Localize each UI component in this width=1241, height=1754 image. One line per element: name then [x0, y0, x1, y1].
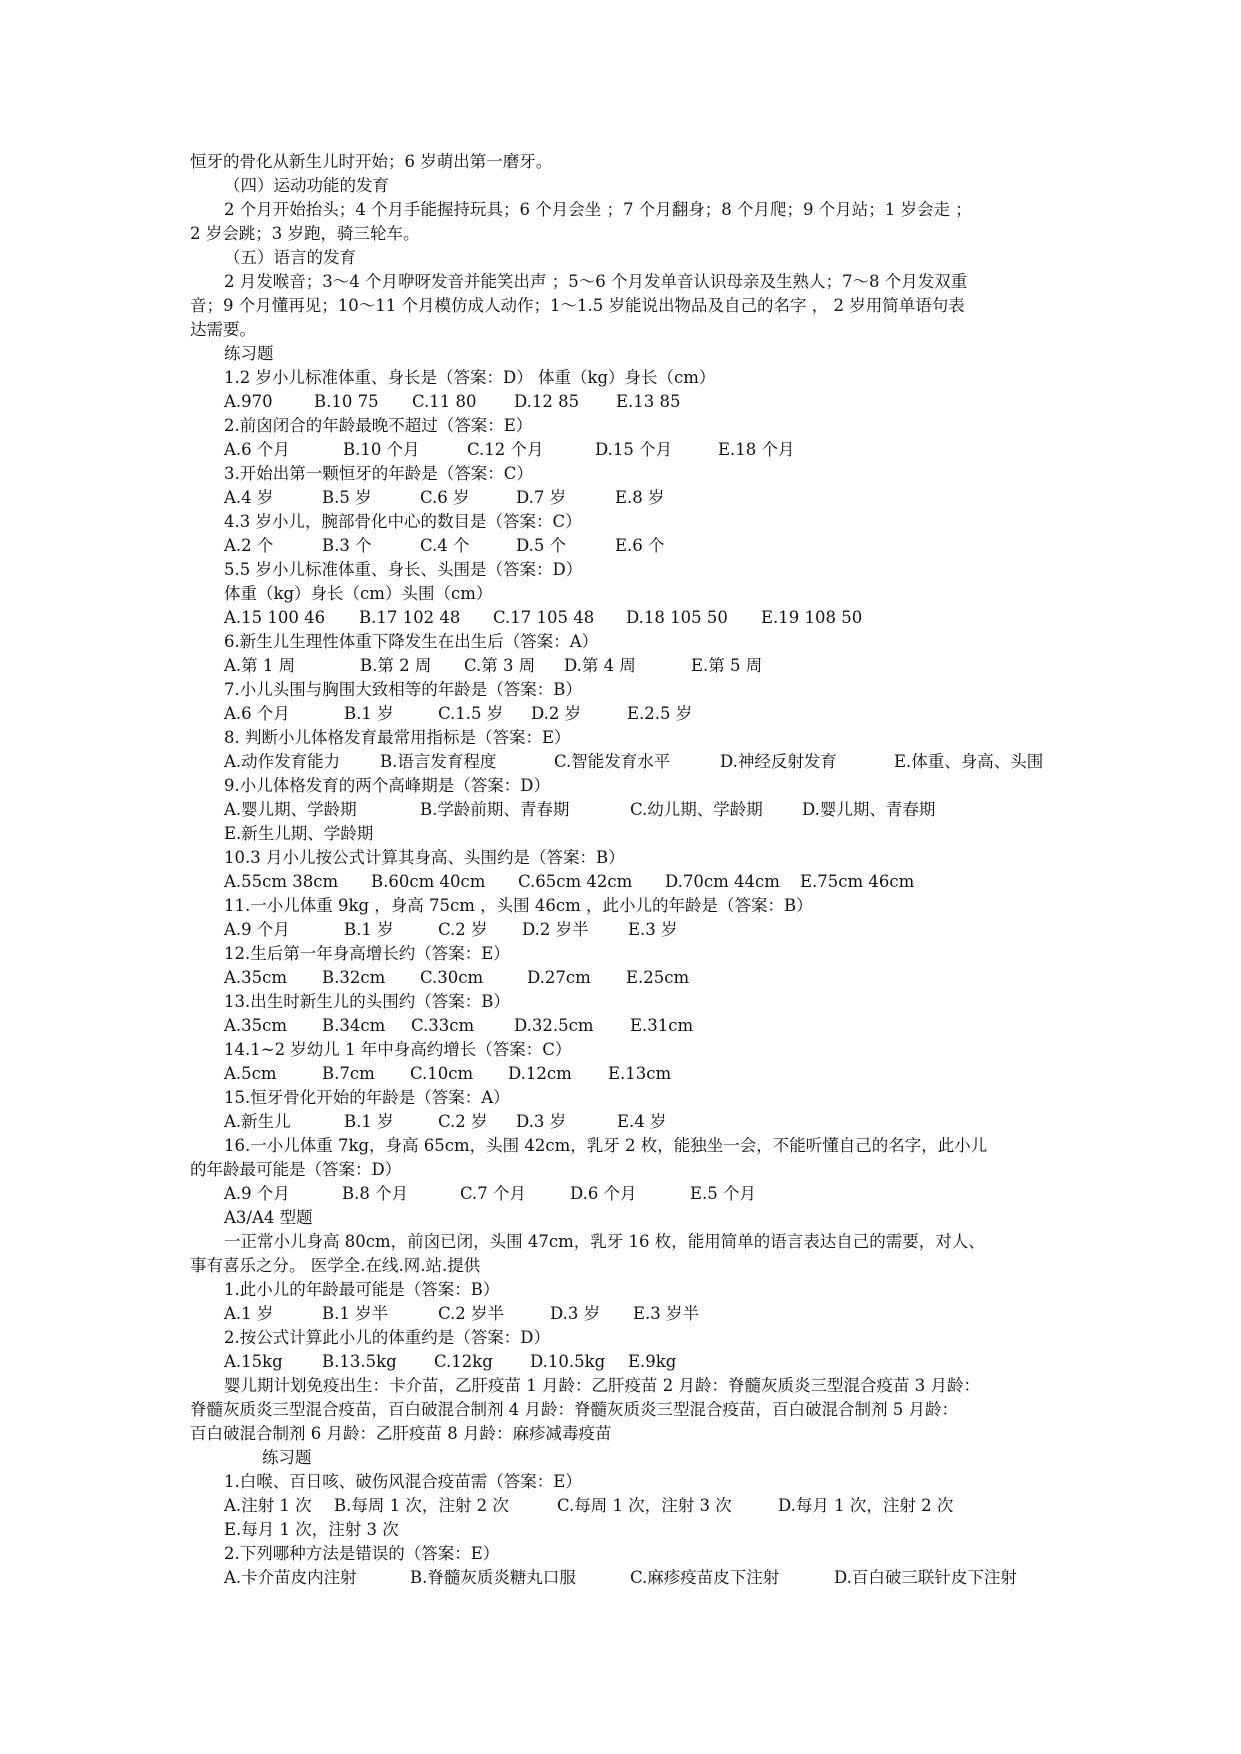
option: D.18 105 50 [626, 608, 728, 627]
immunization-text: 婴儿期计划免疫出生：卡介苗，乙肝疫苗 1 月龄：乙肝疫苗 2 月龄：脊髓灰质炎三型混合疫苗 3 月龄： [224, 1376, 980, 1395]
option: E.8 岁 [615, 488, 665, 507]
option: D.15 个月 [595, 440, 673, 459]
section-heading: A3/A4 型题 [224, 1208, 313, 1227]
question-5: 5.5 岁小儿标准体重、身长、头围是（答案：D） [224, 560, 583, 579]
option: D.3 岁 [550, 1304, 601, 1323]
question-13: 13.出生时新生儿的头围约（答案：B） [224, 992, 510, 1011]
option: A.注射 1 次 [224, 1496, 312, 1515]
option: A.4 岁 [224, 488, 274, 507]
option: A.第 1 周 [224, 656, 296, 675]
option: D.百白破三联针皮下注射 [834, 1568, 1017, 1587]
option: B.1 岁半 [322, 1304, 389, 1323]
option: E.2.5 岁 [627, 704, 693, 723]
question-4: 4.3 岁小儿，腕部骨化中心的数目是（答案：C） [224, 512, 582, 531]
text-line: 2 个月开始抬头；4 个月手能握持玩具；6 个月会坐 ；7 个月翻身；8 个月爬；9 个月站；1 岁会走 ； [224, 200, 972, 219]
section-heading: （五）语言的发育 [224, 248, 356, 267]
option: E.6 个 [615, 536, 665, 555]
question-9: 9.小儿体格发育的两个高峰期是（答案：D） [224, 776, 550, 795]
question-2: 2.前囟闭合的年龄最晚不超过（答案：E） [224, 416, 533, 435]
option: E.9kg [628, 1352, 677, 1371]
vaccine-question-2: 2.下列哪种方法是错误的（答案：E） [224, 1544, 500, 1563]
option: A.9 个月 [224, 1184, 290, 1203]
option: A.婴儿期、学龄期 [224, 800, 357, 819]
option: A.970 [224, 392, 273, 411]
question-6: 6.新生儿生理性体重下降发生在出生后（答案：A） [224, 632, 599, 651]
case-text: 事有喜乐之分。 医学全.在线.网.站.提供 [190, 1256, 481, 1275]
text-line: 音；9 个月懂再见；10～11 个月模仿成人动作；1～1.5 岁能说出物品及自己的名字 ， 2 岁用简单语句表 [190, 296, 965, 315]
text-line: 达需要。 [190, 320, 256, 339]
option: C.6 岁 [420, 488, 470, 507]
option: D.27cm [527, 968, 591, 987]
option: C.第 3 周 [464, 656, 536, 675]
option: A.55cm 38cm [224, 872, 339, 891]
option: E.19 108 50 [761, 608, 863, 627]
option: C.4 个 [420, 536, 470, 555]
option: A.1 岁 [224, 1304, 274, 1323]
text-line: 2 岁会跳；3 岁跑，骑三轮车。 [190, 224, 420, 243]
option: D.70cm 44cm [665, 872, 780, 891]
option: B.1 岁 [344, 704, 394, 723]
option: C.12 个月 [467, 440, 544, 459]
option: E.第 5 周 [691, 656, 763, 675]
question-16-cont: 的年龄最可能是（答案：D） [190, 1160, 402, 1179]
option: B.第 2 周 [360, 656, 432, 675]
option: E.13 85 [616, 392, 681, 411]
question-7: 7.小儿头围与胸围大致相等的年龄是（答案：B） [224, 680, 582, 699]
option: D.5 个 [516, 536, 567, 555]
option: B.5 岁 [322, 488, 372, 507]
option: E.25cm [626, 968, 690, 987]
option: E.3 岁 [628, 920, 678, 939]
option: A.动作发育能力 [224, 752, 341, 771]
question-12: 12.生后第一年身高增长约（答案：E） [224, 944, 510, 963]
option: A.15 100 46 [224, 608, 326, 627]
option: B.32cm [322, 968, 386, 987]
question-15: 15.恒牙骨化开始的年龄是（答案：A） [224, 1088, 510, 1107]
question-3: 3.开始出第一颗恒牙的年龄是（答案：C） [224, 464, 533, 483]
option: D.第 4 周 [564, 656, 636, 675]
option: D.32.5cm [514, 1016, 594, 1035]
question-10: 10.3 月小儿按公式计算其身高、头围约是（答案：B） [224, 848, 625, 867]
option: C.65cm 42cm [518, 872, 633, 891]
option: C.11 80 [412, 392, 477, 411]
option: A.5cm [224, 1064, 277, 1083]
option: E.31cm [630, 1016, 694, 1035]
text-line: 2 月发喉音；3～4 个月咿呀发音并能笑出声 ；5～6 个月发单音认识母亲及生熟人；7～8 个月发双重 [224, 272, 968, 291]
option: A.2 个 [224, 536, 274, 555]
option: A.35cm [224, 968, 288, 987]
option: C.30cm [420, 968, 484, 987]
immunization-text: 脊髓灰质炎三型混合疫苗，百白破混合制剂 4 月龄：脊髓灰质炎三型混合疫苗，百白破混合制剂 5 月龄： [190, 1400, 958, 1419]
option: C.33cm [411, 1016, 475, 1035]
option: D.2 岁半 [522, 920, 589, 939]
question-11: 11.一小儿体重 9kg ，身高 75cm ，头围 46cm ，此小儿的年龄是（答案：B） [224, 896, 813, 915]
option: E.13cm [608, 1064, 672, 1083]
option: B.语言发育程度 [380, 752, 497, 771]
option: C.7 个月 [460, 1184, 527, 1203]
option: C.2 岁半 [438, 1304, 505, 1323]
option: A.卡介苗皮内注射 [224, 1568, 357, 1587]
option: B.脊髓灰质炎糖丸口服 [410, 1568, 576, 1587]
option: B.13.5kg [322, 1352, 397, 1371]
option: E.新生儿期、学龄期 [224, 824, 374, 843]
option: C.2 岁 [438, 1112, 488, 1131]
option: B.3 个 [322, 536, 372, 555]
option: D.7 岁 [516, 488, 567, 507]
option: B.1 岁 [344, 920, 394, 939]
option: E.体重、身高、头围 [894, 752, 1044, 771]
option: C.智能发育水平 [554, 752, 671, 771]
option: B.8 个月 [342, 1184, 409, 1203]
case-text: 一正常小儿身高 80cm，前囟已闭，头围 47cm，乳牙 16 枚，能用简单的语言表达自己的需要，对人、 [224, 1232, 985, 1251]
option: A.6 个月 [224, 704, 290, 723]
option: A.新生儿 [224, 1112, 291, 1131]
case-question-1: 1.此小儿的年龄最可能是（答案：B） [224, 1280, 500, 1299]
option: D.3 岁 [516, 1112, 567, 1131]
question-5-header: 体重（kg）身长（cm）头围（cm） [224, 584, 493, 603]
question-8: 8. 判断小儿体格发育最常用指标是（答案：E） [224, 728, 571, 747]
option: B.1 岁 [344, 1112, 394, 1131]
immunization-text: 百白破混合制剂 6 月龄：乙肝疫苗 8 月龄：麻疹减毒疫苗 [190, 1424, 612, 1443]
option: E.75cm 46cm [800, 872, 915, 891]
option: C.幼儿期、学龄期 [630, 800, 763, 819]
option: B.学龄前期、青春期 [420, 800, 570, 819]
question-1: 1.2 岁小儿标准体重、身长是（答案：D） 体重（kg）身长（cm） [224, 368, 716, 387]
option: B.7cm [322, 1064, 375, 1083]
option: C.10cm [410, 1064, 474, 1083]
option: C.麻疹疫苗皮下注射 [630, 1568, 780, 1587]
option: D.婴儿期、青春期 [802, 800, 936, 819]
option: A.9 个月 [224, 920, 290, 939]
option: B.34cm [322, 1016, 386, 1035]
option: B.10 个月 [343, 440, 420, 459]
option: E.18 个月 [718, 440, 795, 459]
option: E.4 岁 [617, 1112, 667, 1131]
section-heading: （四）运动功能的发育 [224, 176, 389, 195]
option: E.3 岁半 [633, 1304, 700, 1323]
option: A.6 个月 [224, 440, 290, 459]
option: D.12cm [508, 1064, 572, 1083]
option: A.35cm [224, 1016, 288, 1035]
option: D.每月 1 次，注射 2 次 [778, 1496, 954, 1515]
exercise-heading: 练习题 [224, 344, 274, 363]
question-16: 16.一小儿体重 7kg，身高 65cm，头围 42cm，乳牙 2 枚，能独坐一会，不能听懂自己的名字，此小儿 [224, 1136, 988, 1155]
option: D.6 个月 [570, 1184, 637, 1203]
option: D.2 岁 [531, 704, 582, 723]
option: D.10.5kg [530, 1352, 606, 1371]
option: D.12 85 [514, 392, 580, 411]
option: D.神经反射发育 [720, 752, 837, 771]
option: C.每周 1 次，注射 3 次 [557, 1496, 732, 1515]
option: B.10 75 [314, 392, 379, 411]
question-14: 14.1~2 岁幼儿 1 年中身高约增长（答案：C） [224, 1040, 572, 1059]
text-line: 恒牙的骨化从新生儿时开始；6 岁萌出第一磨牙。 [190, 152, 553, 171]
option: C.1.5 岁 [438, 704, 504, 723]
vaccine-question-1: 1.白喉、百日咳、破伤风混合疫苗需（答案：E） [224, 1472, 582, 1491]
option: B.60cm 40cm [371, 872, 486, 891]
exercise-heading: 练习题 [262, 1448, 312, 1467]
option: B.每周 1 次，注射 2 次 [334, 1496, 509, 1515]
option: C.12kg [434, 1352, 493, 1371]
option: C.17 105 48 [493, 608, 595, 627]
option: A.15kg [224, 1352, 283, 1371]
option: B.17 102 48 [359, 608, 461, 627]
case-question-2: 2.按公式计算此小儿的体重约是（答案：D） [224, 1328, 550, 1347]
option: C.2 岁 [438, 920, 488, 939]
option: E.5 个月 [690, 1184, 757, 1203]
option: E.每月 1 次，注射 3 次 [224, 1520, 399, 1539]
